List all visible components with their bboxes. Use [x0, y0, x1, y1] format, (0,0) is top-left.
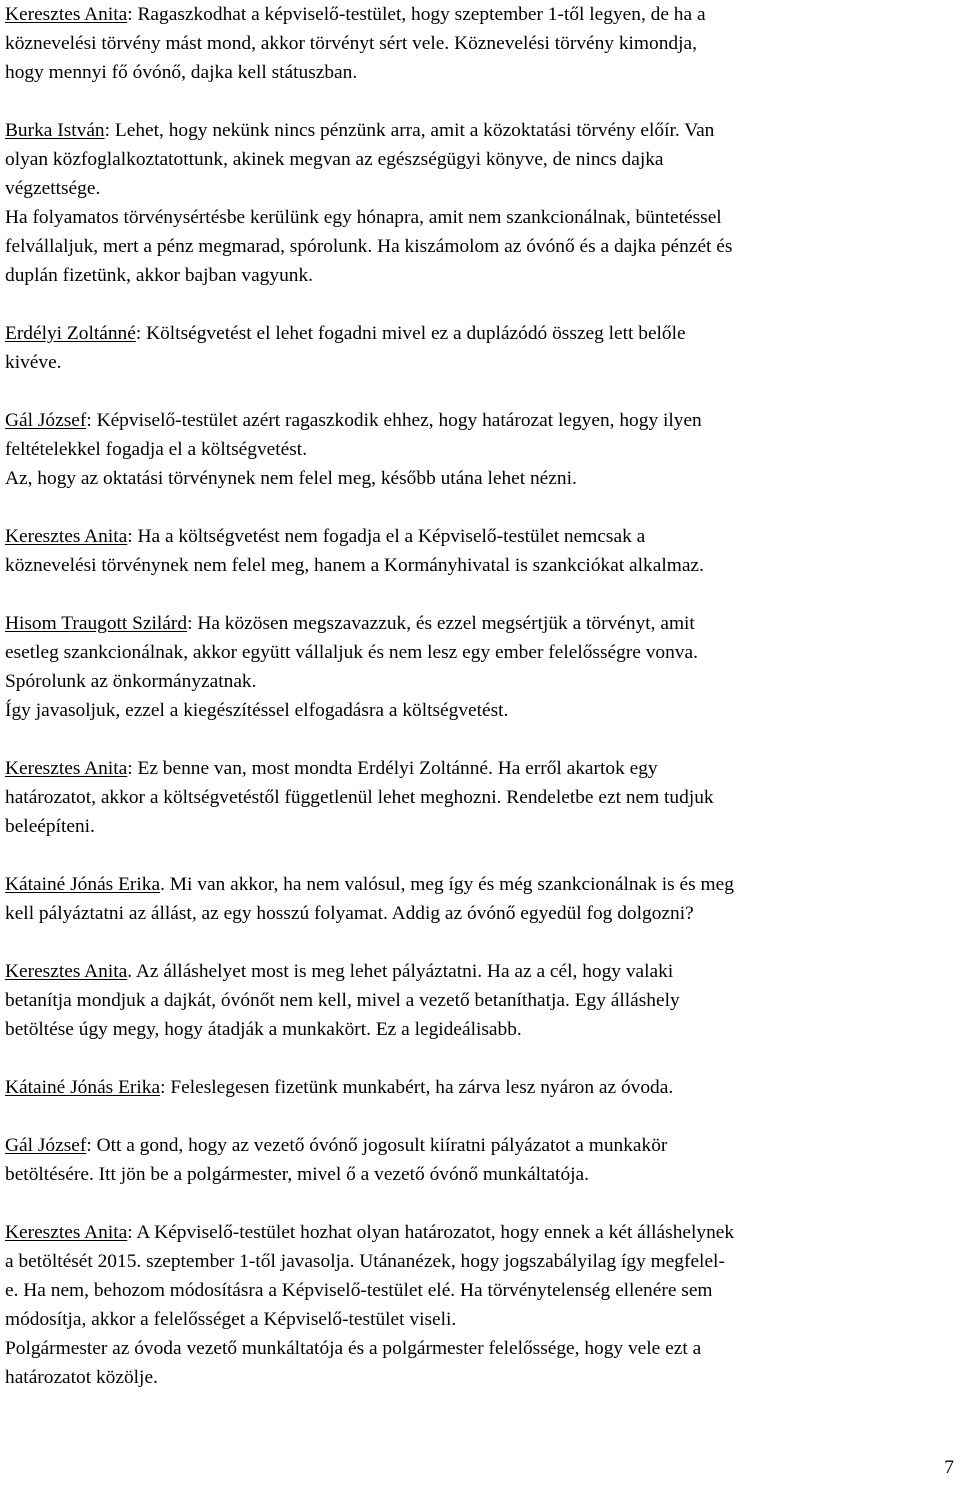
text-line: [5, 667, 960, 696]
line-text: Képviselő-testület azért ragaszkodik ehhez, hogy határozat legyen, hogy ilyen: [96, 410, 702, 431]
text-line: [5, 783, 960, 812]
line-text: e. Ha nem, behozom módosításra a Képviselő-testület elé. Ha törvénytelenség ellenére sem: [5, 1280, 713, 1301]
paragraph: [5, 754, 960, 841]
paragraph: [5, 870, 960, 928]
paragraph: [5, 0, 960, 87]
text-line: [5, 638, 960, 667]
paragraph: [5, 957, 960, 1044]
speaker-name: Gál József: [5, 1135, 87, 1156]
text-line: [5, 116, 960, 145]
text-line: [5, 58, 960, 87]
text-line: [5, 870, 960, 899]
line-text: betöltése úgy megy, hogy átadják a munkakört. Ez a legideálisabb.: [5, 1019, 522, 1040]
speaker-separator: :: [160, 1077, 171, 1098]
text-line: [5, 1276, 960, 1305]
speaker-separator: .: [127, 961, 136, 982]
line-text: beleépíteni.: [5, 816, 95, 837]
line-text: Így javasoljuk, ezzel a kiegészítéssel elfogadásra a költségvetést.: [5, 700, 509, 721]
line-text: A Képviselő-testület hozhat olyan határozatot, hogy ennek a két álláshelynek: [136, 1222, 735, 1243]
speaker-name: Keresztes Anita: [5, 526, 128, 547]
text-line: [5, 203, 960, 232]
line-text: köznevelési törvénynek nem felel meg, hanem a Kormányhivatal is szankciókat alkalmaz.: [5, 555, 704, 576]
line-text: Mi van akkor, ha nem valósul, meg így és még szankcionálnak is és meg: [169, 874, 734, 895]
line-text: esetleg szankcionálnak, akkor együtt vállaljuk és nem lesz egy ember felelősségre vonva.: [5, 642, 698, 663]
text-line: [5, 1363, 960, 1392]
text-line: [5, 319, 960, 348]
line-text: kivéve.: [5, 352, 62, 373]
paragraph: [5, 609, 960, 725]
text-line: [5, 1218, 960, 1247]
line-text: olyan közfoglalkoztatottunk, akinek megvan az egészségügyi könyve, de nincs dajka: [5, 149, 664, 170]
text-line: [5, 435, 960, 464]
text-line: [5, 348, 960, 377]
line-text: határozatot, akkor a költségvetéstől függetlenül lehet meghozni. Rendeletbe ezt nem tudjuk: [5, 787, 714, 808]
speaker-separator: :: [86, 410, 97, 431]
text-line: [5, 29, 960, 58]
paragraph: [5, 1218, 960, 1392]
speaker-name: Gál József: [5, 410, 87, 431]
line-text: Az, hogy az oktatási törvénynek nem felel meg, később utána lehet nézni.: [5, 468, 577, 489]
text-line: [5, 1073, 960, 1102]
speaker-separator: :: [187, 613, 198, 634]
paragraph: [5, 406, 960, 493]
line-text: Ha a költségvetést nem fogadja el a Képviselő-testület nemcsak a: [137, 526, 646, 547]
text-line: [5, 145, 960, 174]
speaker-separator: :: [104, 120, 115, 141]
speaker-name: Kátainé Jónás Erika: [5, 1077, 161, 1098]
line-text: hogy mennyi fő óvónő, dajka kell státuszban.: [5, 62, 358, 83]
speaker-separator: :: [86, 1135, 97, 1156]
text-line: [5, 0, 960, 29]
line-text: Spórolunk az önkormányzatnak.: [5, 671, 257, 692]
line-text: betöltésére. Itt jön be a polgármester, mivel ő a vezető óvónő munkáltatója.: [5, 1164, 589, 1185]
text-line: [5, 406, 960, 435]
text-line: [5, 464, 960, 493]
text-line: [5, 957, 960, 986]
speaker-separator: :: [127, 526, 138, 547]
line-text: Az álláshelyet most is meg lehet pályáztatni. Ha az a cél, hogy valaki: [135, 961, 674, 982]
line-text: duplán fizetünk, akkor bajban vagyunk.: [5, 265, 314, 286]
speaker-name: Keresztes Anita: [5, 961, 128, 982]
text-line: [5, 1015, 960, 1044]
text-line: [5, 551, 960, 580]
text-line: [5, 812, 960, 841]
line-text: Ha közösen megszavazzuk, és ezzel megsértjük a törvényt, amit: [197, 613, 695, 634]
paragraph: [5, 116, 960, 290]
text-line: [5, 1160, 960, 1189]
paragraph: [5, 319, 960, 377]
text-line: [5, 1334, 960, 1363]
speaker-name: Keresztes Anita: [5, 1222, 128, 1243]
speaker-separator: :: [127, 758, 138, 779]
text-line: [5, 1131, 960, 1160]
speaker-name: Kátainé Jónás Erika: [5, 874, 161, 895]
paragraph: [5, 522, 960, 580]
speaker-separator: :: [135, 323, 147, 344]
text-line: [5, 522, 960, 551]
text-line: [5, 986, 960, 1015]
line-text: Költségvetést el lehet fogadni mivel ez a duplázódó összeg lett belőle: [146, 323, 686, 344]
speaker-separator: :: [127, 1222, 137, 1243]
line-text: Ez benne van, most mondta Erdélyi Zoltánné. Ha erről akartok egy: [137, 758, 658, 779]
line-text: Ha folyamatos törvénysértésbe kerülünk egy hónapra, amit nem szankcionálnak, büntetéssel: [5, 207, 722, 228]
line-text: Feleslegesen fizetünk munkabért, ha zárva lesz nyáron az óvoda.: [170, 1077, 674, 1098]
speaker-name: Keresztes Anita: [5, 4, 128, 25]
text-line: [5, 609, 960, 638]
speaker-name: Burka István: [5, 120, 105, 141]
line-text: kell pályáztatni az állást, az egy hosszú folyamat. Addig az óvónő egyedül fog dolgozni?: [5, 903, 694, 924]
line-text: határozatot közölje.: [5, 1367, 158, 1388]
speaker-name: Keresztes Anita: [5, 758, 128, 779]
text-line: [5, 1247, 960, 1276]
speaker-separator: :: [127, 4, 138, 25]
text-line: [5, 899, 960, 928]
document-body: [5, 0, 960, 1421]
line-text: Ragaszkodhat a képviselő-testület, hogy szeptember 1-től legyen, de ha a: [137, 4, 706, 25]
line-text: a betöltését 2015. szeptember 1-től javasolja. Utánanézek, hogy jogszabályilag így megfelel-: [5, 1251, 725, 1272]
paragraph: [5, 1131, 960, 1189]
text-line: [5, 696, 960, 725]
line-text: Ott a gond, hogy az vezető óvónő jogosult kiíratni pályázatot a munkakör: [96, 1135, 668, 1156]
speaker-name: Hisom Traugott Szilárd: [5, 613, 188, 634]
speaker-separator: .: [160, 874, 170, 895]
line-text: Lehet, hogy nekünk nincs pénzünk arra, amit a közoktatási törvény előír. Van: [114, 120, 715, 141]
speaker-name: Erdélyi Zoltánné: [5, 323, 136, 344]
text-line: [5, 1305, 960, 1334]
paragraph: [5, 1073, 960, 1102]
text-line: [5, 754, 960, 783]
line-text: felvállaljuk, mert a pénz megmarad, spórolunk. Ha kiszámolom az óvónő és a dajka pénzét és: [5, 236, 733, 257]
line-text: módosítja, akkor a felelősséget a Képviselő-testület viseli.: [5, 1309, 457, 1330]
line-text: Polgármester az óvoda vezető munkáltatója és a polgármester felelőssége, hogy vele ezt a: [5, 1338, 702, 1359]
text-line: [5, 261, 960, 290]
line-text: köznevelési törvény mást mond, akkor törvényt sért vele. Köznevelési törvény kimondja,: [5, 33, 697, 54]
line-text: végzettsége.: [5, 178, 101, 199]
page-number: 7: [944, 1457, 954, 1478]
text-line: [5, 232, 960, 261]
line-text: betanítja mondjuk a dajkát, óvónőt nem kell, mivel a vezető betaníthatja. Egy álláshely: [5, 990, 680, 1011]
line-text: feltételekkel fogadja el a költségvetést.: [5, 439, 308, 460]
text-line: [5, 174, 960, 203]
